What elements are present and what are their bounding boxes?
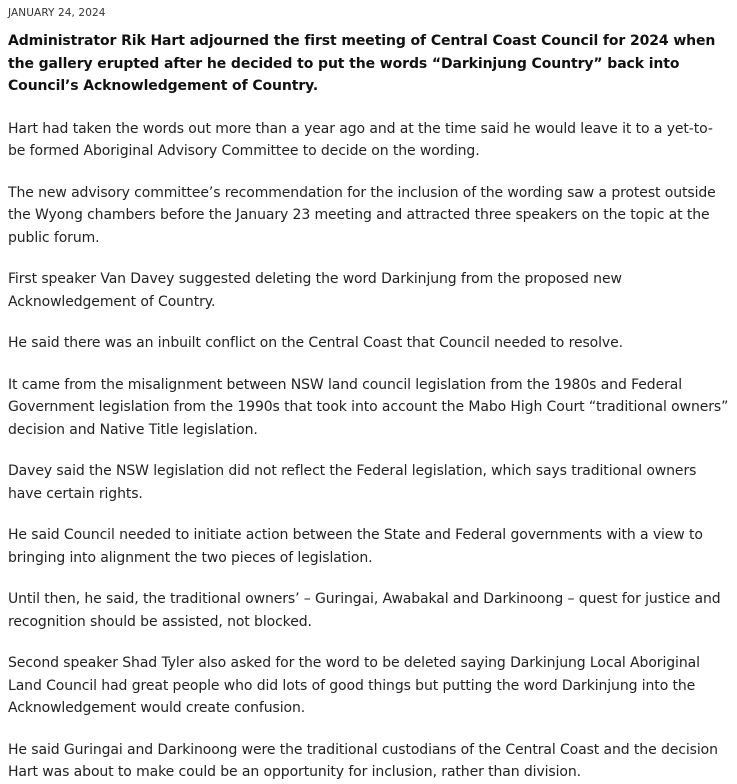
article-paragraph: He said there was an inbuilt conflict on the Central Coast that Council needed to resolve. — [8, 335, 623, 351]
article-paragraph: Hart had taken the words out more than a year ago and at the time said he would leave it to a yet-to-be formed Aboriginal Advisory Committee to decide on the wording. — [8, 120, 713, 159]
article-paragraph: First speaker Van Davey suggested deleting the word Darkinjung from the proposed new Acknowledgement of Country. — [8, 271, 622, 310]
article-paragraph: He said Council needed to initiate action between the State and Federal governments with a view to bringing into alignment the two pieces of legislation. — [8, 527, 703, 566]
article-paragraph: Second speaker Shad Tyler also asked for the word to be deleted saying Darkinjung Local Aboriginal Land Council had great people who did lots of good things but putting the word Darkinjung into the Acknowledgement would create confusion. — [8, 655, 700, 716]
article-paragraph: It came from the misalignment between NSW land council legislation from the 1980s and Federal Government legislation from the 1990s that took into account the Mabo High Court “traditional owners” decision and Native Title legislation. — [8, 376, 729, 438]
article-date: JANUARY 24, 2024 — [8, 7, 106, 19]
article-paragraph: Davey said the NSW legislation did not reflect the Federal legislation, which says traditional owners have certain rights. — [8, 463, 697, 502]
article-lead: Administrator Rik Hart adjourned the first meeting of Central Coast Council for 2024 when the gallery erupted after he decided to put the words “Darkinjung Country” back into Council’s Acknowledgement of Country. — [8, 33, 716, 94]
article-paragraph: The new advisory committee’s recommendation for the inclusion of the wording saw a protest outside the Wyong chambers before the January 23 meeting and attracted three speakers on the topic at the public forum. — [8, 184, 716, 246]
article-paragraph: Until then, he said, the traditional owners’ – Guringai, Awabakal and Darkinoong – quest for justice and recognition should be assisted, not blocked. — [8, 591, 721, 630]
article-paragraph: He said Guringai and Darkinoong were the traditional custodians of the Central Coast and the decision Hart was about to make could be an opportunity for inclusion, rather than division. — [8, 741, 718, 780]
